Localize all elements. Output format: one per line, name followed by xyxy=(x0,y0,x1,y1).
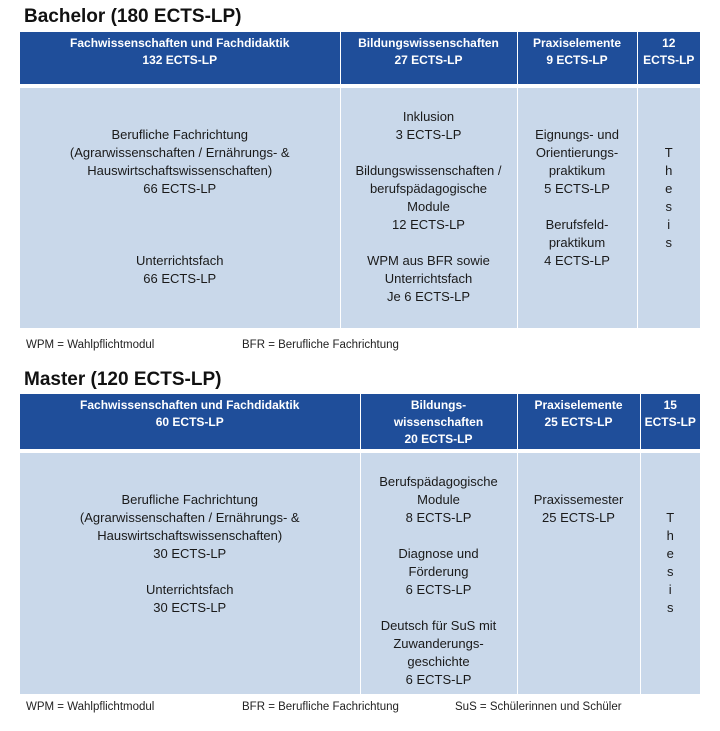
master-deutsch-fuer-sus: Deutsch für SuS mit Zuwanderungs- geschichte 6 ECTS-LP xyxy=(380,618,497,687)
master-header-fachwissenschaften: Fachwissenschaften und Fachdidaktik 60 ECTS-LP xyxy=(20,394,360,451)
master-legend-sus: SuS = Schülerinnen und Schüler xyxy=(455,701,622,713)
master-header-praxiselemente: Praxiselemente 25 ECTS-LP xyxy=(517,394,640,451)
bachelor-cell-fachwissenschaften xyxy=(20,86,340,328)
master-cell-bildungswissenschaften xyxy=(360,451,517,694)
bachelor-header-fachwissenschaften: Fachwissenschaften und Fachdidaktik 132 ECTS-LP xyxy=(20,32,340,86)
master-praxissemester: Praxissemester 25 ECTS-LP xyxy=(533,492,624,525)
bachelor-inklusion: Inklusion 3 ECTS-LP xyxy=(395,109,462,142)
bachelor-header-bildungswissenschaften: Bildungswissenschaften 27 ECTS-LP xyxy=(340,32,517,86)
bachelor-berufliche-fachrichtung: Berufliche Fachrichtung (Agrarwissenschaften / Ernährungs- & Hauswirtschaftswissenschaften) 66 ECTS-LP xyxy=(69,127,290,196)
bachelor-berufspaedagogische-module: Bildungswissenschaften / berufspädagogische Module 12 ECTS-LP xyxy=(355,163,502,232)
master-berufliche-fachrichtung: Berufliche Fachrichtung (Agrarwissenschaften / Ernährungs- & Hauswirtschaftswissenschaften) 30 ECTS-LP xyxy=(79,492,300,561)
bachelor-legend-bfr: BFR = Berufliche Fachrichtung xyxy=(242,339,399,351)
bachelor-cell-praxiselemente xyxy=(517,86,637,328)
bachelor-wpm: WPM aus BFR sowie Unterrichtsfach Je 6 ECTS-LP xyxy=(367,253,490,304)
master-header-bildungswissenschaften: Bildungs- wissenschaften 20 ECTS-LP xyxy=(360,394,517,451)
master-header-row xyxy=(20,394,700,451)
master-title: Master (120 ECTS-LP) xyxy=(24,369,222,390)
bachelor-eignungspraktikum: Eignungs- und Orientierungs- praktikum 5 ECTS-LP xyxy=(535,127,619,196)
bachelor-cell-bildungswissenschaften xyxy=(340,86,517,328)
master-berufspaedagogische-module: Berufspädagogische Module 8 ECTS-LP xyxy=(379,474,498,525)
master-diagnose-foerderung: Diagnose und Förderung 6 ECTS-LP xyxy=(398,546,479,597)
master-legend-bfr: BFR = Berufliche Fachrichtung xyxy=(242,701,399,713)
master-body-row xyxy=(20,451,700,694)
bachelor-body-row xyxy=(20,86,700,328)
master-header-thesis: 15 ECTS-LP xyxy=(640,394,700,451)
master-legend-wpm: WPM = Wahlpflichtmodul xyxy=(26,701,155,713)
bachelor-table xyxy=(20,32,700,328)
bachelor-legend-wpm: WPM = Wahlpflichtmodul xyxy=(26,339,155,351)
master-thesis-vertical-text: T h e s i s xyxy=(666,510,675,615)
master-unterrichtsfach: Unterrichtsfach 30 ECTS-LP xyxy=(146,582,234,615)
bachelor-cell-thesis xyxy=(637,86,700,328)
master-cell-praxiselemente xyxy=(517,451,640,694)
bachelor-berufsfeldpraktikum: Berufsfeld- praktikum 4 ECTS-LP xyxy=(544,217,610,268)
bachelor-header-praxiselemente: Praxiselemente 9 ECTS-LP xyxy=(517,32,637,86)
bachelor-header-row xyxy=(20,32,700,86)
bachelor-thesis-vertical-text: T h e s i s xyxy=(664,145,673,250)
master-cell-thesis xyxy=(640,451,700,694)
bachelor-unterrichtsfach: Unterrichtsfach 66 ECTS-LP xyxy=(136,253,224,286)
bachelor-title: Bachelor (180 ECTS-LP) xyxy=(24,6,242,27)
master-cell-fachwissenschaften xyxy=(20,451,360,694)
bachelor-header-thesis: 12 ECTS-LP xyxy=(637,32,700,86)
master-table xyxy=(20,394,700,694)
